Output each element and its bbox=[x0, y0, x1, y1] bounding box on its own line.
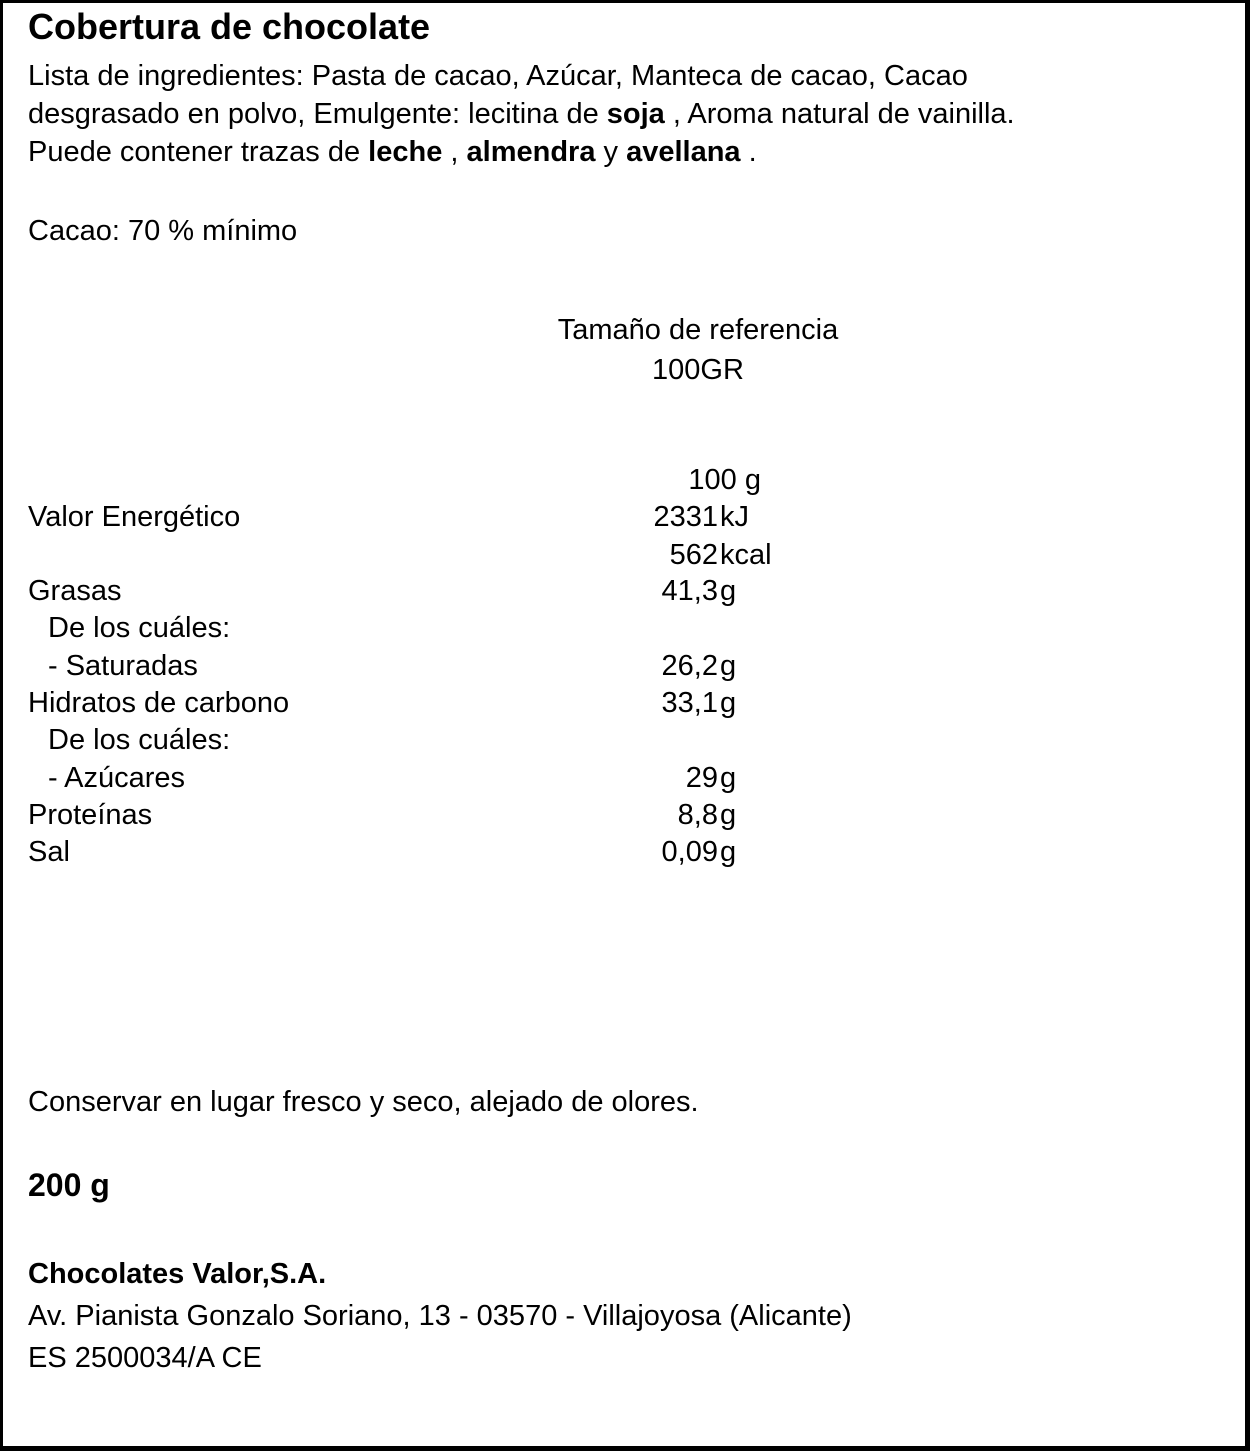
nutrition-label-fat: Grasas bbox=[28, 575, 122, 607]
storage-instructions: Conservar en lugar fresco y seco, alejado de olores. bbox=[28, 1086, 699, 1118]
nutrition-value: 33,1 bbox=[661, 687, 718, 719]
nutrition-label-carbohydrates: Hidratos de carbono bbox=[28, 687, 290, 719]
nutrition-value: 29 bbox=[685, 762, 718, 794]
nutrition-unit: g bbox=[720, 687, 737, 719]
ingredients-text: desgrasado en polvo, Emulgente: lecitina de bbox=[28, 98, 607, 130]
reference-size-label: Tamaño de referencia bbox=[557, 314, 839, 346]
net-weight: 200 g bbox=[28, 1167, 110, 1203]
cacao-content: Cacao: 70 % mínimo bbox=[28, 215, 298, 247]
ingredients-line-1: Lista de ingredientes: Pasta de cacao, Azúcar, Manteca de cacao, Cacao bbox=[28, 60, 968, 92]
nutrition-unit: g bbox=[720, 650, 737, 682]
nutrition-value: 2331 bbox=[653, 501, 718, 533]
registry-number: ES 2500034/A CE bbox=[28, 1342, 262, 1374]
allergen-avellana: avellana bbox=[626, 136, 741, 168]
allergen-almendra: almendra bbox=[466, 136, 596, 168]
nutrition-label-of-which: De los cuáles: bbox=[48, 612, 231, 644]
manufacturer-address: Av. Pianista Gonzalo Soriano, 13 - 03570 - Villajoyosa (Alicante) bbox=[28, 1300, 852, 1332]
nutrition-label-protein: Proteínas bbox=[28, 799, 153, 831]
nutrition-label-saturated: - Saturadas bbox=[48, 650, 198, 682]
ingredients-text: , Aroma natural de vainilla. bbox=[664, 98, 1015, 130]
traces-text: y bbox=[595, 136, 627, 168]
nutrition-unit: g bbox=[720, 836, 737, 868]
allergen-leche: leche bbox=[368, 136, 443, 168]
nutrition-value: 41,3 bbox=[661, 575, 718, 607]
nutrition-unit: g bbox=[720, 799, 737, 831]
allergen-soja: soja bbox=[606, 98, 665, 130]
nutrition-value: 8,8 bbox=[677, 799, 718, 831]
nutrition-label-salt: Sal bbox=[28, 836, 70, 868]
nutrition-value: 26,2 bbox=[661, 650, 718, 682]
nutrition-label-of-which: De los cuáles: bbox=[48, 724, 231, 756]
traces-text: . bbox=[740, 136, 757, 168]
product-title: Cobertura de chocolate bbox=[28, 6, 431, 47]
traces-text: Puede contener trazas de bbox=[28, 136, 369, 168]
nutrition-unit: kcal bbox=[720, 539, 772, 571]
nutrition-label-energy: Valor Energético bbox=[28, 501, 241, 533]
nutrition-unit: g bbox=[720, 762, 737, 794]
traces-line bbox=[28, 133, 757, 171]
nutrition-unit: g bbox=[720, 575, 737, 607]
manufacturer-name: Chocolates Valor,S.A. bbox=[28, 1258, 327, 1290]
nutrition-column-header: 100 g bbox=[688, 464, 761, 496]
reference-size-value: 100GR bbox=[652, 354, 744, 386]
traces-text: , bbox=[442, 136, 467, 168]
nutrition-unit: kJ bbox=[720, 501, 749, 533]
ingredients-line-2 bbox=[28, 95, 1015, 133]
nutrition-label-sugars: - Azúcares bbox=[48, 762, 185, 794]
nutrition-value: 0,09 bbox=[661, 836, 718, 868]
nutrition-value: 562 bbox=[669, 539, 718, 571]
